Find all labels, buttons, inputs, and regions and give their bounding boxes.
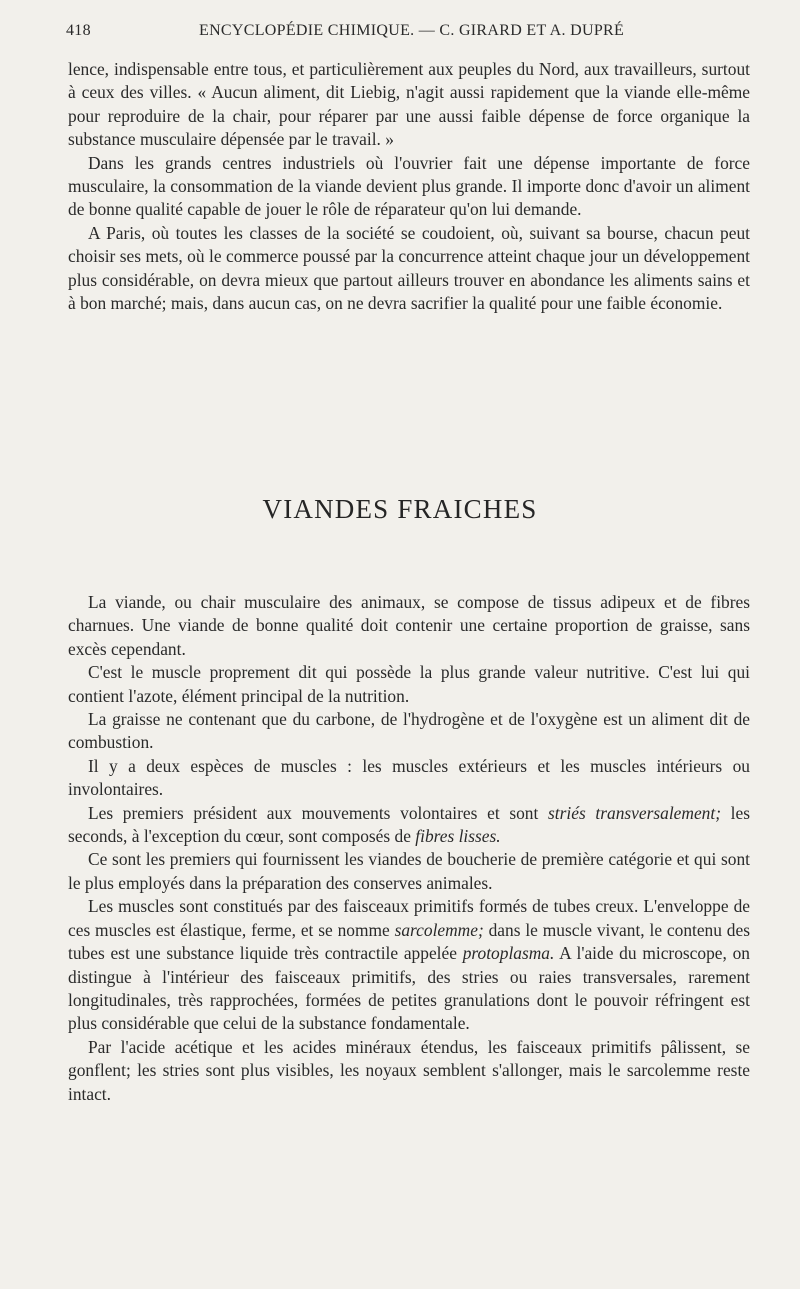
paragraph: lence, indispensable entre tous, et particulièrement aux peuples du Nord, aux travailleurs, surtout à ceux des villes. « Aucun aliment, dit Liebig, n'agit aussi rapidement que la viande elle-même pour reproduire de la chair, pour réparer par une aussi faible dépense de force organique la substance musculaire dépensée par le travail. » <box>68 59 750 150</box>
italic-term: fibres lisses. <box>415 826 501 847</box>
paragraph: A Paris, où toutes les classes de la société se coudoient, où, suivant sa bourse, chacun peut choisir ses mets, où le commerce poussé par la concurrence atteint chaque jour un développement plus considérable, on devra mieux que partout ailleurs trouver en abondance les aliments sains et à bon marché; mais, dans aucun cas, on ne devra sacrifier la qualité pour une faible économie. <box>68 222 750 314</box>
text-run: A l'aide du microscope, on distingue à l'intérieur des faisceaux primitifs, des stries ou raies transversales, rarement longitudinales, très rapprochées, formées de petites granulations dont le pouvoir réfringent est plus considérable que celui de la substance fondamentale. <box>68 943 750 1034</box>
page-header <box>66 22 738 48</box>
section-text-block <box>68 591 750 1106</box>
italic-term: sarcolemme; <box>394 919 484 940</box>
paragraph <box>68 802 750 849</box>
text-run: dans le muscle vivant, le contenu des tubes est une substance liquide très contractile appelée <box>68 919 750 964</box>
text-run: Les premiers président aux mouvements volontaires et sont <box>88 802 549 823</box>
paragraph: Il y a deux espèces de muscles : les muscles extérieurs et les muscles intérieurs ou involontaires. <box>68 755 750 800</box>
section-title: VIANDES FRAICHES <box>262 494 538 524</box>
paragraph <box>68 895 750 1035</box>
paragraph: La graisse ne contenant que du carbone, de l'hydrogène et de l'oxygène est un aliment dit de combustion. <box>68 709 750 753</box>
text-run: Les muscles sont constitués par des faisceaux primitifs formés de tubes creux. L'enveloppe de ces muscles est élastique, ferme, et se nomme <box>68 896 750 940</box>
running-title: ENCYCLOPÉDIE CHIMIQUE. — C. GIRARD ET A. DUPRÉ <box>199 22 625 39</box>
page-number: 418 <box>66 22 91 39</box>
paragraph: Dans les grands centres industriels où l'ouvrier fait une dépense importante de force musculaire, la consommation de la viande devient plus grande. Il importe donc d'avoir un aliment de bonne qualité capable de jouer le rôle de réparateur qu'on lui demande. <box>68 152 750 220</box>
text-run: les seconds, à l'exception du cœur, sont composés de <box>68 802 750 847</box>
italic-term: striés transversalement; <box>548 802 721 823</box>
intro-text-block <box>68 58 750 315</box>
italic-term: protoplasma. <box>462 943 555 964</box>
paragraph: C'est le muscle proprement dit qui possède la plus grande valeur nutritive. C'est lui qui contient l'azote, élément principal de la nutrition. <box>68 662 750 706</box>
paragraph: La viande, ou chair musculaire des animaux, se compose de tissus adipeux et de fibres charnues. Une viande de bonne qualité doit contenir une certaine proportion de graisse, sans excès cependant. <box>68 592 750 659</box>
paragraph: Par l'acide acétique et les acides minéraux étendus, les faisceaux primitifs pâlissent, se gonflent; les stries sont plus visibles, les noyaux semblent s'allonger, mais le sarcolemme reste intact. <box>68 1036 750 1104</box>
paragraph: Ce sont les premiers qui fournissent les viandes de boucherie de première catégorie et qui sont le plus employés dans la préparation des conserves animales. <box>68 849 750 893</box>
